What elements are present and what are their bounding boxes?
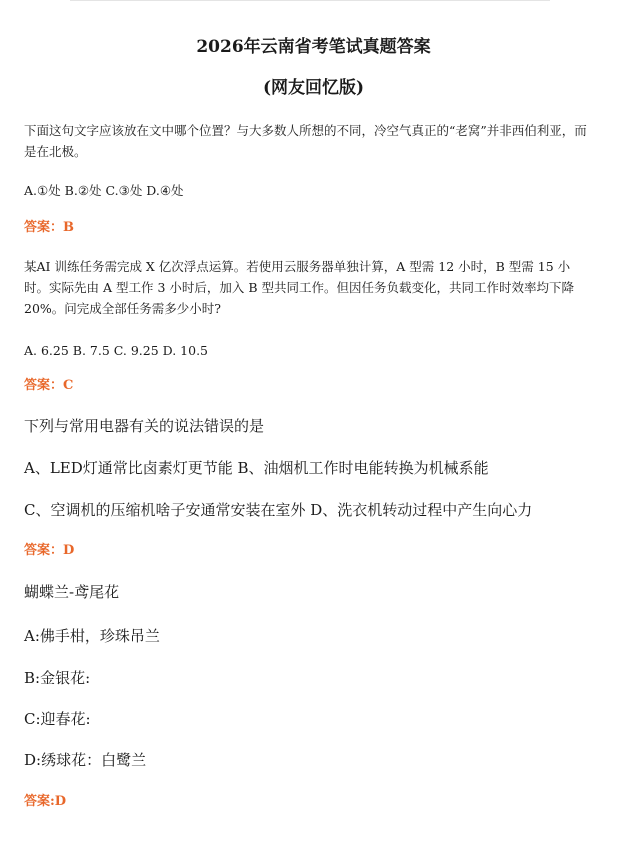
top-divider (70, 0, 550, 1)
question-3-text: 下列与常用电器有关的说法错误的是 (24, 417, 265, 435)
question-2-text: 某AI 训练任务需完成 X 亿次浮点运算。若使用云服务器单独计算，A 型需 12 小时，B 型需 15 小时。实际先由 A 型工作 3 小时后，加入 B 型共同工作。但因任务负载变化，共同工作时效率均下降 20%。问完成全部任务需多少小时? (24, 259, 575, 316)
question-4-option-d: D:绣球花：白鹭兰 (24, 751, 147, 769)
question-4-text: 蝴蝶兰-鸢尾花 (24, 583, 120, 601)
question-2-options: A. 6.25 B. 7.5 C. 9.25 D. 10.5 (24, 343, 208, 358)
page-subtitle: (网友回忆版) (262, 78, 365, 98)
question-4-option-b: B:金银花: (24, 669, 91, 687)
page-title: 2026年云南省考笔试真题答案 (196, 37, 431, 57)
question-4-answer: 答案:D (24, 794, 67, 809)
question-3-answer: 答案：D (24, 543, 75, 558)
question-4-option-c: C:迎春花: (24, 710, 91, 728)
question-3-options-line-1: A、LED灯通常比卤素灯更节能 B、油烟机工作时电能转换为机械系能 (24, 459, 489, 477)
question-1-options: A.①处 B.②处 C.③处 D.④处 (24, 183, 184, 198)
question-4-option-a: A:佛手柑，珍珠吊兰 (24, 627, 160, 645)
question-2-answer: 答案：C (24, 378, 74, 393)
question-1-answer: 答案：B (24, 220, 74, 235)
question-3-options-line-2: C、空调机的压缩机啥子安通常安装在室外 D、洗衣机转动过程中产生向心力 (24, 501, 533, 519)
question-1-text: 下面这句文字应该放在文中哪个位置？与大多数人所想的不同，冷空气真正的“老窝”并非西伯利亚，而是在北极。 (24, 123, 587, 159)
